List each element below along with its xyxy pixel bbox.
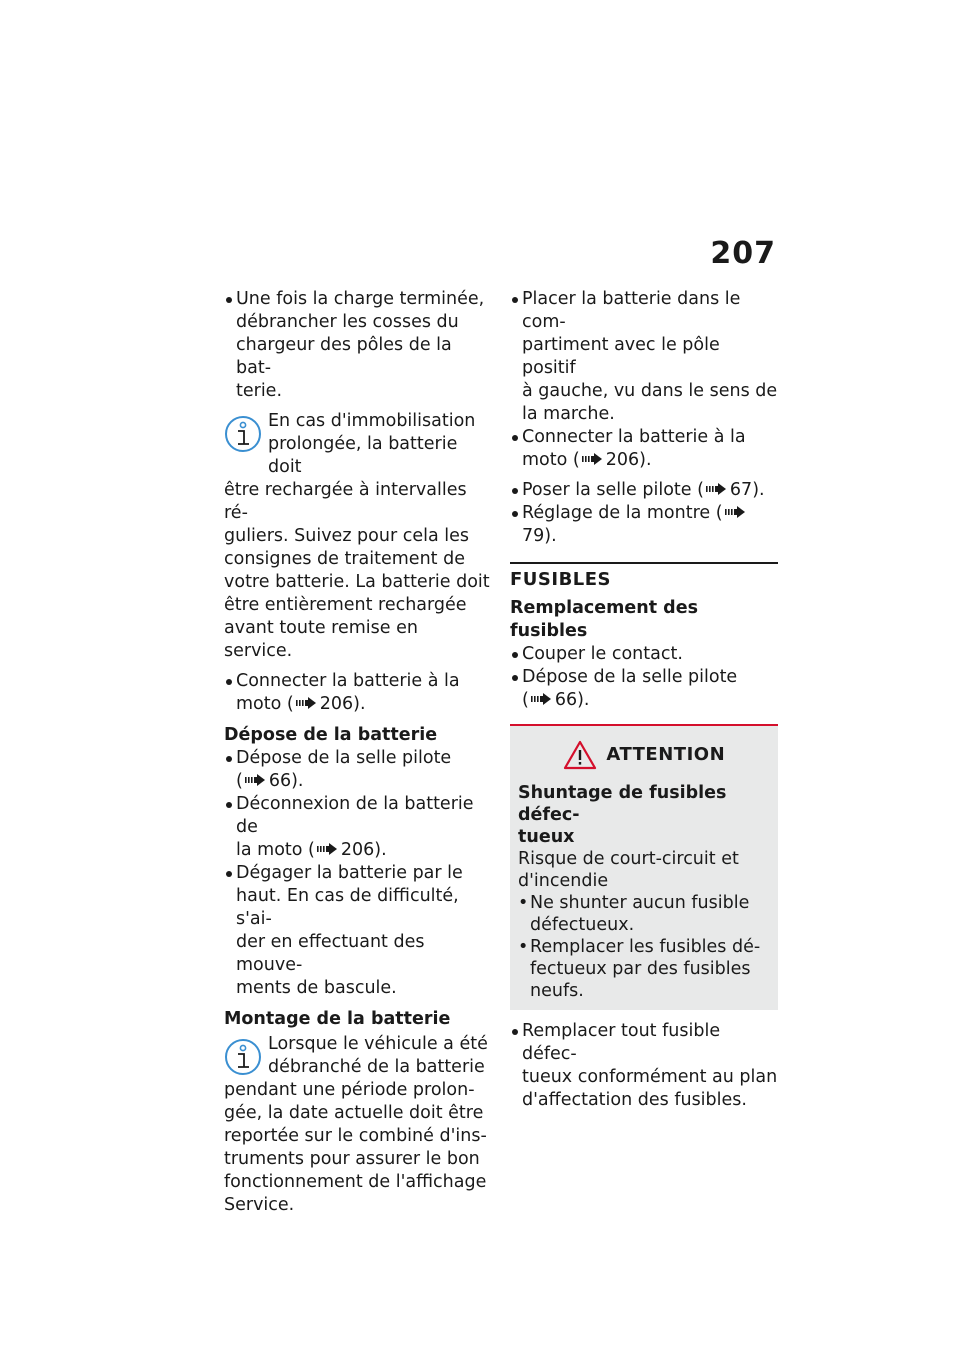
warning-title: ATTENTION	[606, 744, 726, 765]
page-reference-link[interactable]: 206).	[605, 450, 652, 470]
list-item: Une fois la charge terminée, débrancher les cosses du chargeur des pôles de la bat- terie.	[224, 288, 490, 403]
right-column	[510, 288, 778, 1112]
warning-triangle-icon	[563, 740, 597, 770]
warning-subtitle: Shuntage de fusibles défec- tueux	[518, 783, 727, 847]
list-item: Poser la selle pilote ( 67).	[510, 479, 778, 502]
page-reference-link[interactable]: 66).	[554, 690, 590, 710]
page-reference-arrow-icon	[531, 693, 551, 705]
warning-list-item: • Remplacer les fusibles dé- fectueux par des fusibles neufs.	[518, 936, 770, 1002]
list-item: Dégager la batterie par le haut. En cas de difficulté, s'ai- der en effectuant des mouve- ments de bascule.	[224, 862, 490, 1000]
list-item: Dépose de la selle pilote ( 66).	[224, 747, 490, 793]
section-title-fusibles: FUSIBLES	[510, 562, 778, 591]
info-icon	[224, 415, 262, 453]
list-item: Réglage de la montre (79).	[510, 502, 778, 548]
heading-depose-batterie: Dépose de la batterie	[224, 725, 438, 745]
warning-text: Risque de court-circuit et d'incendie	[518, 849, 739, 891]
warning-box	[510, 724, 778, 1010]
list-item: Déconnexion de la batterie de la moto ( 206).	[224, 793, 490, 862]
left-column	[224, 288, 490, 1217]
info-note: Lorsque le véhicule a été débranché de la batterie pendant une période prolon- gée, la date actuelle doit être reportée sur le combiné d'ins- truments pour assurer le bon fonctionnement de l'affichage Service.	[224, 1034, 488, 1215]
page-reference-link[interactable]: 79).	[522, 526, 557, 546]
info-icon	[224, 1038, 262, 1076]
list-item: Connecter la batterie à la moto ( 206).	[510, 426, 778, 472]
heading-montage-batterie: Montage de la batterie	[224, 1009, 451, 1029]
list-item: Dépose de la selle pilote ( 66).	[510, 666, 778, 712]
list-item: Placer la batterie dans le com- partiment avec le pôle positif à gauche, vu dans le sens de la marche.	[510, 288, 778, 426]
warning-header	[518, 740, 770, 772]
page-reference-arrow-icon	[245, 774, 265, 786]
page-reference-link[interactable]: 67).	[729, 480, 765, 500]
heading-remplacement-fusibles: Remplacement des fusibles	[510, 598, 698, 641]
page-reference-link[interactable]: 206).	[319, 694, 366, 714]
list-item: Couper le contact.	[510, 643, 778, 666]
page-reference-arrow-icon	[725, 506, 745, 518]
page-reference-link[interactable]: 66).	[268, 771, 304, 791]
page-reference-arrow-icon	[317, 843, 337, 855]
page-number: 207	[710, 236, 776, 271]
list-item: Connecter la batterie à la moto ( 206).	[224, 670, 490, 716]
page-reference-arrow-icon	[582, 453, 602, 465]
info-note: En cas d'immobilisation prolongée, la batterie doit être rechargée à intervalles ré- guliers. Suivez pour cela les consignes de traitement de votre batterie. La batterie doit être entièrement rechargée avant toute remise en service.	[224, 411, 490, 661]
page-reference-link[interactable]: 206).	[340, 840, 387, 860]
list-item: Remplacer tout fusible défec- tueux conformément au plan d'affectation des fusibles.	[510, 1020, 778, 1112]
page-reference-arrow-icon	[706, 483, 726, 495]
page-reference-arrow-icon	[296, 697, 316, 709]
warning-list-item: • Ne shunter aucun fusible défectueux.	[518, 892, 770, 936]
